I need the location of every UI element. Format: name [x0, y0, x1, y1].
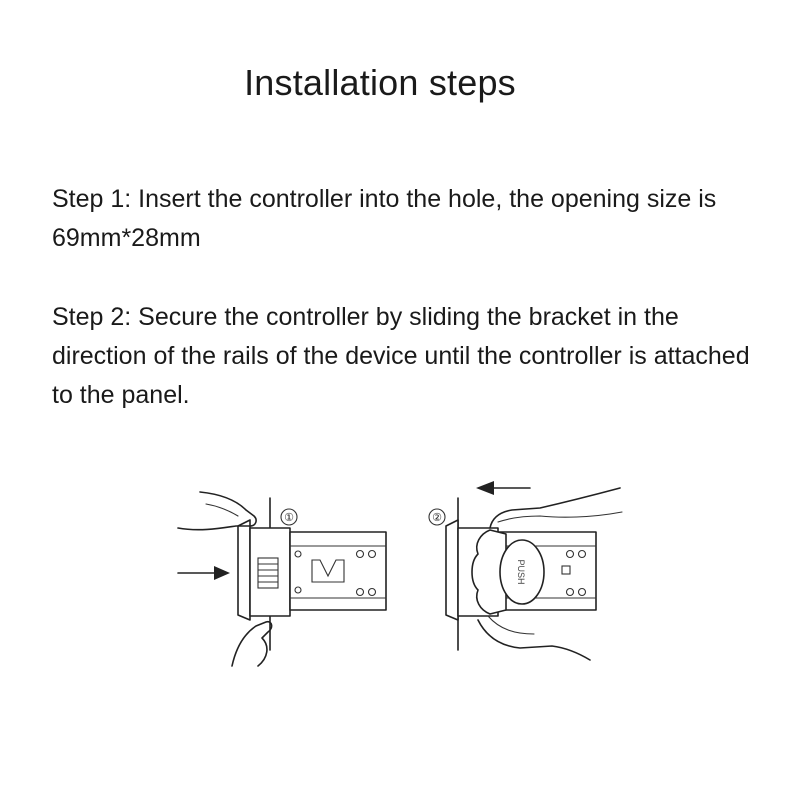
step-2-illustration	[429, 481, 622, 660]
controller-icon	[238, 520, 386, 620]
arrow-right-icon	[178, 566, 230, 580]
step-2-marker: ②	[432, 512, 442, 524]
hand-icon	[232, 622, 272, 666]
step-1-marker: ①	[284, 512, 294, 524]
step-1-illustration	[178, 492, 386, 666]
hand-icon	[490, 488, 620, 528]
hand-icon	[478, 620, 590, 660]
push-label: PUSH	[516, 559, 526, 585]
page-title: Installation steps	[244, 62, 516, 103]
step-2-text: Step 2: Secure the controller by sliding the bracket in the direction of the rails of the device until the controller is attached to the panel.	[52, 303, 750, 409]
installation-illustration	[0, 470, 800, 680]
step-1-text: Step 1: Insert the controller into the hole, the opening size is 69mm*28mm	[52, 185, 717, 252]
arrow-left-icon	[476, 481, 530, 495]
